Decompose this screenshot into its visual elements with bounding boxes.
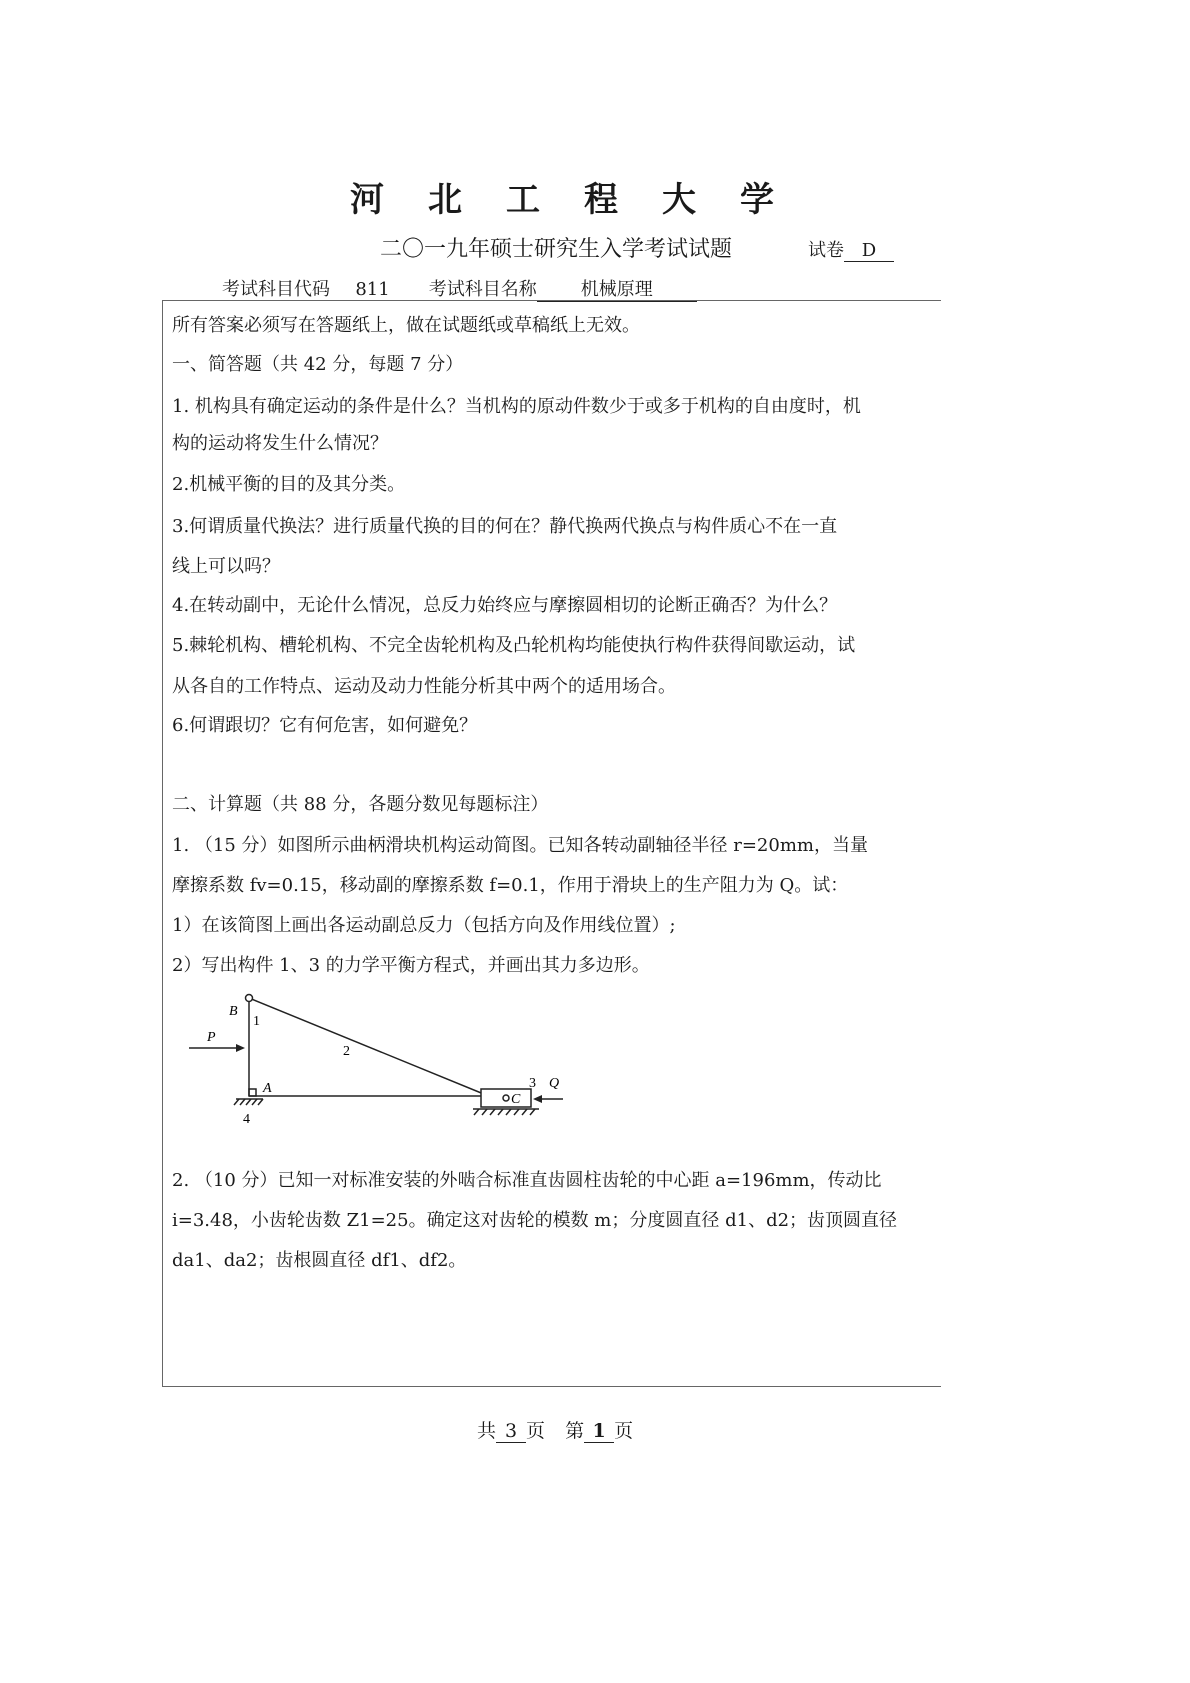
- label-q: Q: [549, 1076, 560, 1091]
- label-4: 4: [243, 1112, 250, 1127]
- total-label: 共: [477, 1420, 497, 1442]
- question-line: 3.何谓质量代换法？进行质量代换的目的何在？静代换两代换点与构件质心不在一直: [172, 516, 838, 537]
- subject-code: 811: [330, 279, 415, 301]
- notice: 所有答案必须写在答题纸上，做在试题纸或草稿纸上无效。: [172, 315, 640, 336]
- page-unit: 页: [614, 1420, 634, 1442]
- current-page: 1: [584, 1420, 614, 1443]
- question-line: 2. （10 分）已知一对标准安装的外啮合标准直齿圆柱齿轮的中心距 a=196mm，传动比: [172, 1170, 882, 1191]
- question-line: 2）写出构件 1、3 的力学平衡方程式，并画出其力多边形。: [172, 955, 650, 976]
- section1-heading: 一、简答题（共 42 分，每题 7 分）: [172, 354, 464, 375]
- label-1: 1: [253, 1014, 260, 1029]
- slider-crank-diagram: [181, 989, 581, 1139]
- subject-name: 机械原理: [537, 275, 697, 302]
- question-line: 线上可以吗？: [172, 556, 280, 577]
- question-line: 2.机械平衡的目的及其分类。: [172, 474, 406, 495]
- question-box: [162, 300, 941, 1387]
- label-3: 3: [529, 1076, 536, 1091]
- question-line: 6.何谓跟切？它有何危害，如何避免？: [172, 715, 478, 736]
- paper-code: [808, 236, 894, 262]
- question-line: 1）在该简图上画出各运动副总反力（包括方向及作用线位置）;: [172, 915, 676, 936]
- exam-title: 二〇一九年硕士研究生入学考试试题: [380, 237, 733, 262]
- subject-name-label: 考试科目名称: [428, 279, 537, 300]
- page-unit: 页: [526, 1420, 546, 1442]
- question-line: 构的运动将发生什么情况？: [172, 433, 388, 454]
- label-b: B: [229, 1004, 238, 1019]
- question-line: da1、da2；齿根圆直径 df1、df2。: [172, 1250, 467, 1271]
- question-line: 5.棘轮机构、槽轮机构、不完全齿轮机构及凸轮机构均能使执行构件获得间歇运动，试: [172, 635, 856, 656]
- paper-label: 试卷: [808, 240, 844, 261]
- paper-code-value: D: [844, 240, 894, 262]
- label-c: C: [511, 1092, 521, 1107]
- total-pages: 3: [496, 1420, 526, 1443]
- section2-heading: 二、计算题（共 88 分，各题分数见每题标注）: [172, 794, 549, 815]
- question-line: 4.在转动副中，无论什么情况，总反力始终应与摩擦圆相切的论断正确否？为什么？: [172, 595, 838, 616]
- subject-info: [222, 275, 697, 302]
- current-label: 第: [565, 1420, 585, 1442]
- university-title: 河北工程大学: [350, 180, 818, 220]
- label-a: A: [263, 1081, 272, 1096]
- question-line: 1. （15 分）如图所示曲柄滑块机构运动简图。已知各转动副轴径半径 r=20mm，当量: [172, 835, 868, 856]
- question-line: 摩擦系数 fv=0.15，移动副的摩擦系数 f=0.1，作用于滑块上的生产阻力为 Q。试：: [172, 875, 849, 896]
- page-footer: [477, 1416, 633, 1443]
- question-line: 从各自的工作特点、运动及动力性能分析其中两个的适用场合。: [172, 676, 676, 697]
- subject-code-label: 考试科目代码: [222, 279, 330, 300]
- label-p: P: [207, 1030, 216, 1045]
- question-line: i=3.48，小齿轮齿数 Z1=25。确定这对齿轮的模数 m；分度圆直径 d1、d2；齿顶圆直径: [172, 1210, 898, 1231]
- label-2: 2: [343, 1044, 350, 1059]
- question-line: 1. 机构具有确定运动的条件是什么？当机构的原动件数少于或多于机构的自由度时，机: [172, 396, 861, 417]
